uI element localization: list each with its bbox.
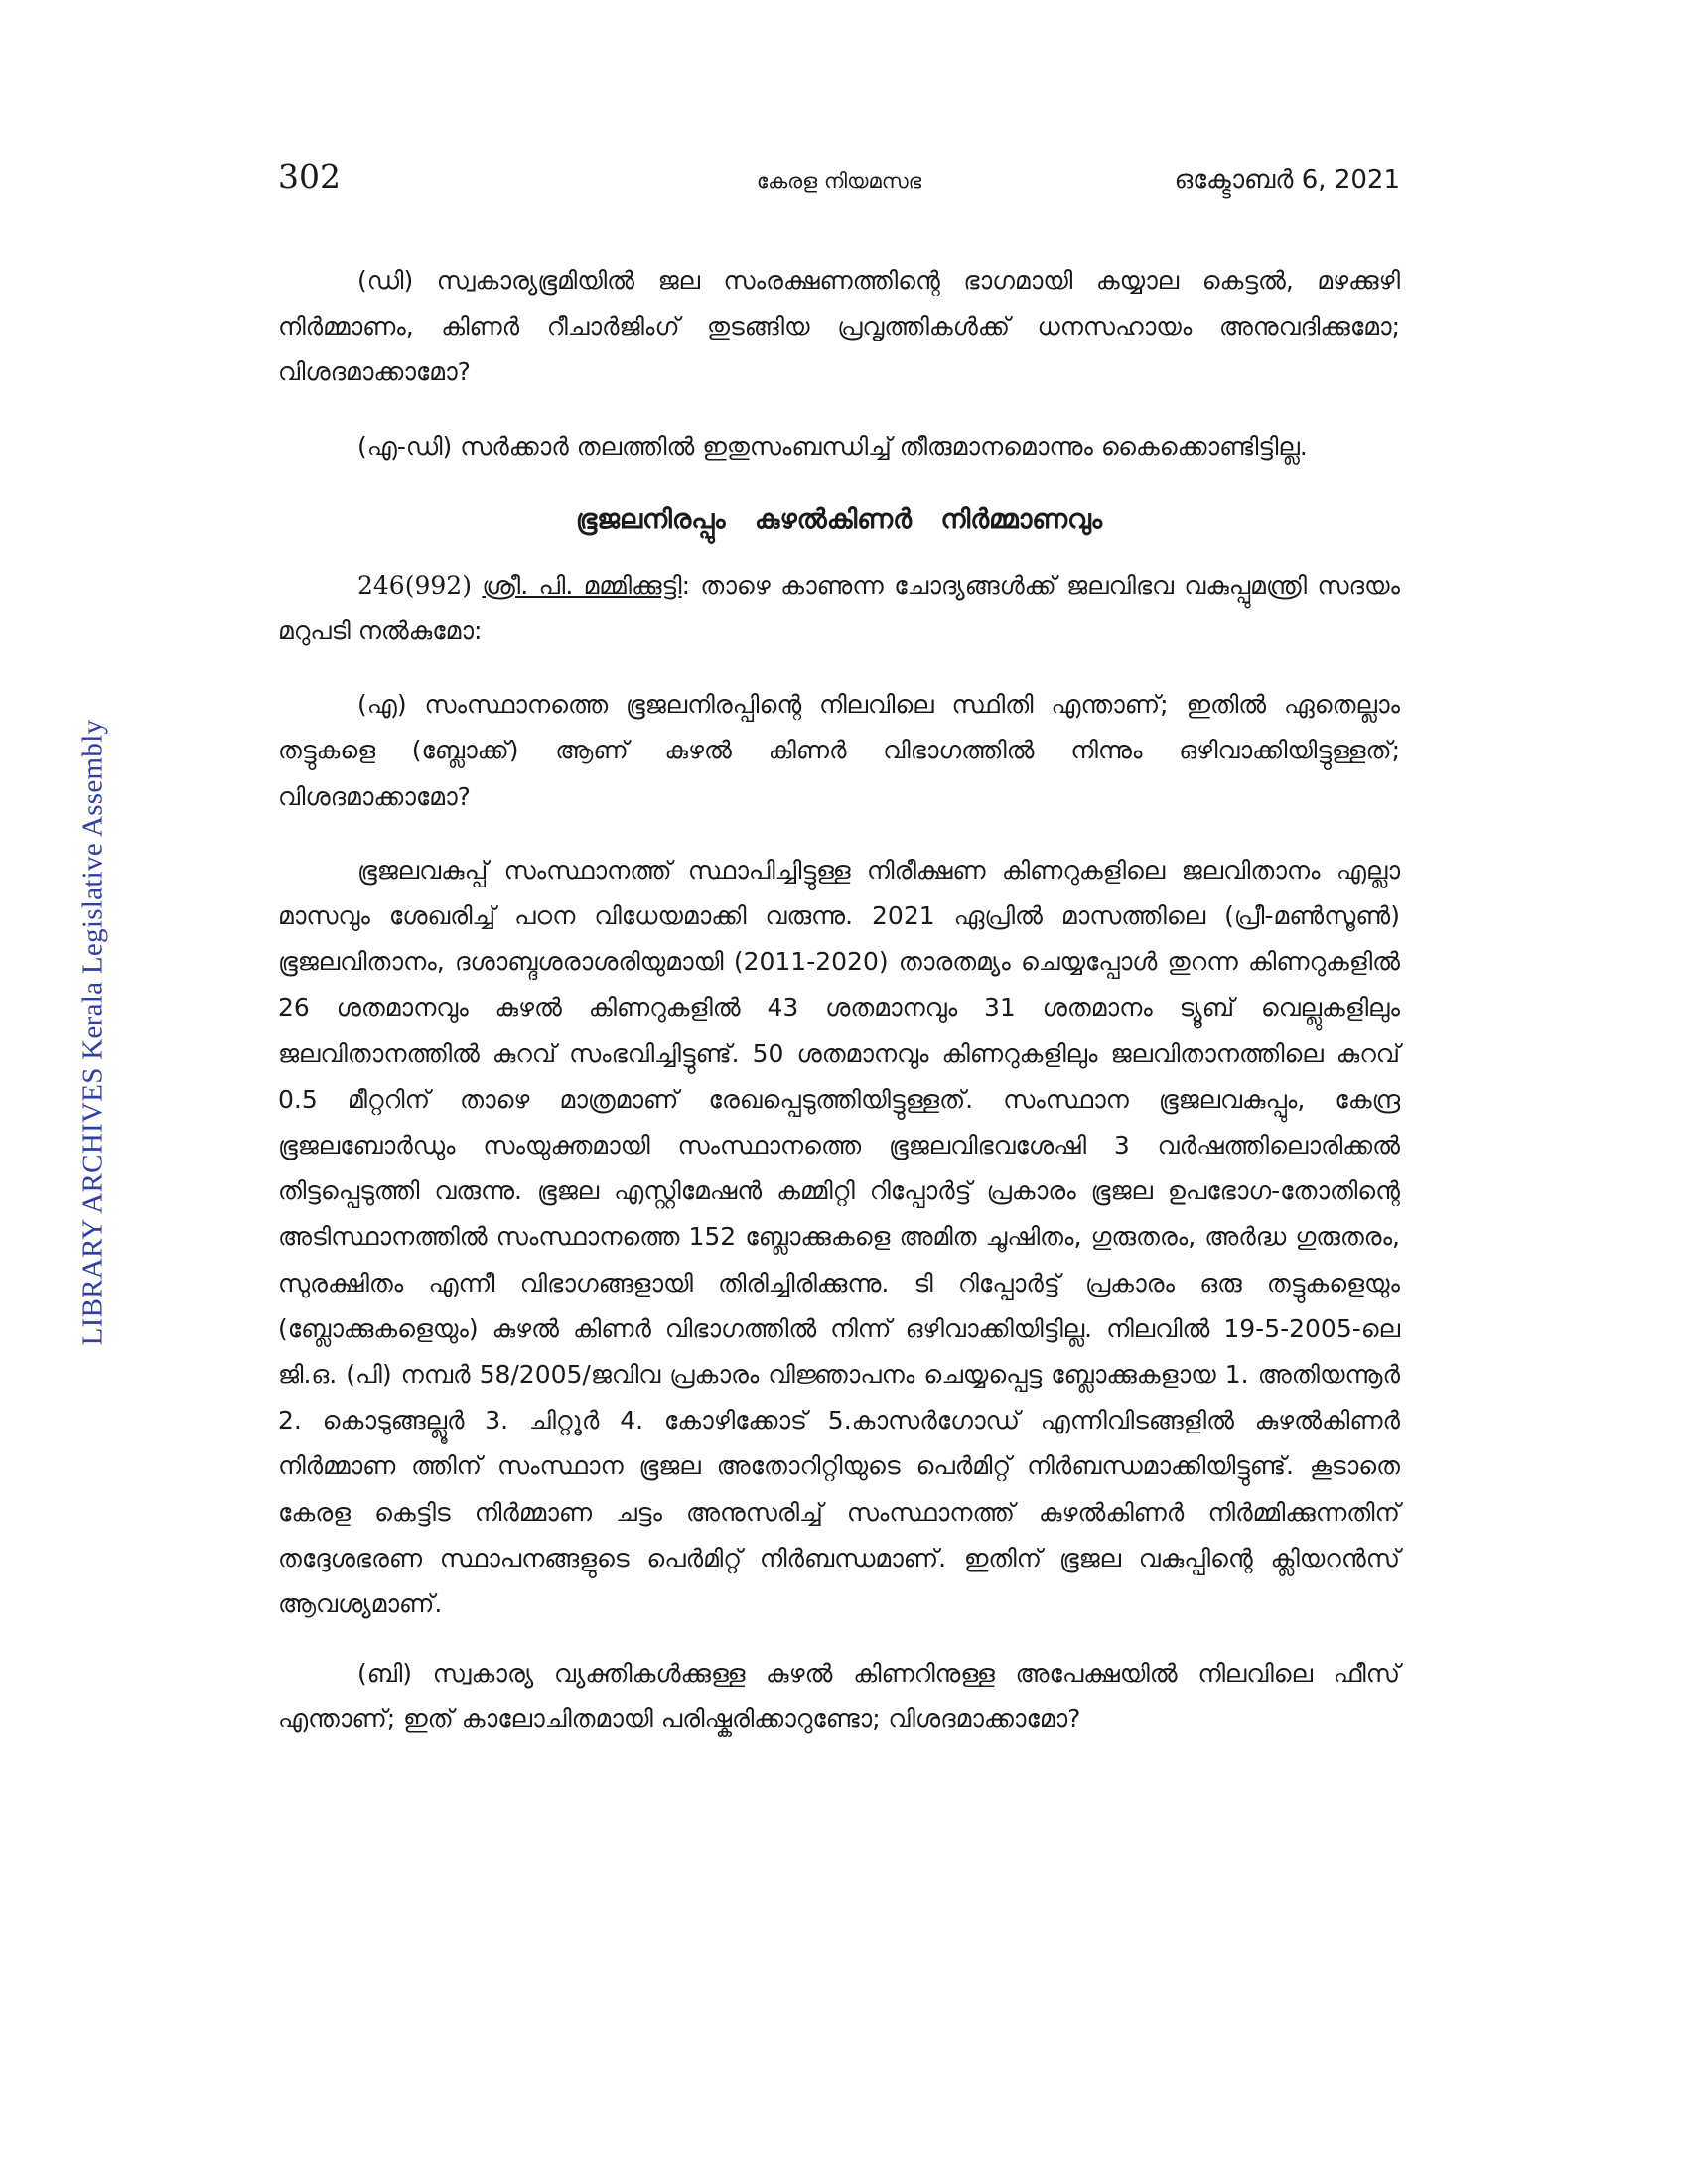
question-b: (ബി) സ്വകാര്യ വ്യക്തികൾക്കുള്ള കുഴൽ കിണറിനുള്ള അപേക്ഷയിൽ നിലവിലെ ഫീസ് എന്താണ്; ഇത് കാലോചിതമായി പരിഷ്കരിക്കാറുണ്ടോ; വിശദമാക്കാമോ? [278,1659,1400,1734]
archive-watermark: LIBRARY ARCHIVES Kerala Legislative Assembly [76,719,109,1346]
answer-a: ഭൂജലവകുപ്പ് സംസ്ഥാനത്ത് സ്ഥാപിച്ചിട്ടുള്ള നിരീക്ഷണ കിണറുകളിലെ ജലവിതാനം എല്ലാ മാസവും ശേഖരിച്ച് പഠന വിധേയമാക്കി വരുന്നു. 2021 ഏപ്രിൽ മാസത്തിലെ (പ്രീ-മൺസൂൺ) ഭൂജലവിതാനം, ദശാബ്ദശരാശരിയുമായി (2011-2020) താരതമ്യം ചെയ്യപ്പോൾ തുറന്ന കിണറുകളിൽ 26 ശതമാനവും കുഴൽ കിണറുകളിൽ 43 ശതമാനവും 31 ശതമാനം ട്യൂബ് വെല്ലുകളിലും ജലവിതാനത്തിൽ കുറവ് സംഭവിച്ചിട്ടുണ്ട്. 50 ശതമാനവും കിണറുകളിലും ജലവിതാനത്തിലെ കുറവ് 0.5 മീറ്ററിന് താഴെ മാത്രമാണ് രേഖപ്പെടുത്തിയിട്ടുള്ളത്. സംസ്ഥാന ഭൂജലവകുപ്പും, കേന്ദ്ര ഭൂജലബോർഡും സംയുക്തമായി സംസ്ഥാനത്തെ ഭൂജലവിഭവശേഷി 3 വർഷത്തിലൊരിക്കൽ തിട്ടപ്പെടുത്തി വരുന്നു. ഭൂജല എസ്റ്റിമേഷൻ കമ്മിറ്റി റിപ്പോർട്ട് പ്രകാരം ഭൂജല ഉപഭോഗ-തോതിന്റെ അടിസ്ഥാനത്തിൽ സംസ്ഥാനത്തെ 152 ബ്ലോക്കുകളെ അമിത ചൂഷിതം, ഗുരുതരം, അർദ്ധ ഗുരുതരം, സുരക്ഷിതം എന്നീ വിഭാഗങ്ങളായി തിരിച്ചിരിക്കുന്നു. ടി റിപ്പോർട്ട് പ്രകാരം ഒരു തട്ടുകളെയും (ബ്ലോക്കുകളെയും) കുഴൽ കിണർ വിഭാഗത്തിൽ നിന്ന് ഒഴിവാക്കിയിട്ടില്ല. നിലവിൽ 19-5-2005-ലെ ജി.ഒ. (പി) നമ്പർ 58/2005/ജവിവ പ്രകാരം വിജ്ഞാപനം ചെയ്യപ്പെട്ട ബ്ലോക്കുകളായ 1. അതിയന്നൂർ 2. കൊടുങ്ങല്ലൂർ 3. ചിറ്റൂർ 4. കോഴിക്കോട് 5.കാസർഗോഡ് എന്നിവിടങ്ങളിൽ കുഴൽകിണർ നിർമ്മാണ ത്തിന് സംസ്ഥാന ഭൂജല അതോറിറ്റിയുടെ പെർമിറ്റ് നിർബന്ധമാക്കിയിട്ടുണ്ട്. കൂടാതെ കേരള കെട്ടിട നിർമ്മാണ ചട്ടം അനുസരിച്ച് സംസ്ഥാനത്ത് കുഴൽകിണർ നിർമ്മിക്കുന്നതിന് തദ്ദേശഭരണ സ്ഥാപനങ്ങളുടെ പെർമിറ്റ് നിർബന്ധമാണ്. ഇതിന് ഭൂജല വകുപ്പിന്റെ ക്ലിയറൻസ് ആവശ്യമാണ്. [278,855,1400,1619]
header-date: ഒക്ടോബർ 6, 2021 [1174,165,1400,195]
question-intro-text: : താഴെ കാണുന്ന ചോദ്യങ്ങൾക്ക് ജലവിഭവ വകുപ്പുമന്ത്രി സദയം മറുപടി നൽകുമോ: [278,570,1400,646]
question-a: (എ) സംസ്ഥാനത്തെ ഭൂജലനിരപ്പിന്റെ നിലവിലെ സ്ഥിതി എന്താണ്; ഇതിൽ ഏതെല്ലാം തട്ടുകളെ (ബ്ലോക്ക്) ആണ് കുഴൽ കിണർ വിഭാഗത്തിൽ നിന്നും ഒഴിവാക്കിയിട്ടുള്ളത്; വിശദമാക്കാമോ? [278,690,1400,811]
question-number: 246(992) [357,570,472,600]
assembly-title: കേരള നിയമസഭ [756,169,922,193]
question-intro [278,563,1400,654]
page-header [278,157,1400,206]
member-name: ശ്രീ. പി. മമ്മിക്കുട്ടി [482,570,682,600]
question-d: (ഡി) സ്വകാര്യഭൂമിയിൽ ജല സംരക്ഷണത്തിന്റെ ഭാഗമായി കയ്യാല കെട്ടൽ, മഴക്കുഴി നിർമ്മാണം, കിണർ റീചാർജിംഗ് തുടങ്ങിയ പ്രവൃത്തികൾക്ക് ധനസഹായം അനുവദിക്കുമോ; വിശദമാക്കാമോ? [278,266,1400,387]
answer-a-d: (എ-ഡി) സർക്കാർ തലത്തിൽ ഇതുസംബന്ധിച്ച് തീരുമാനമൊന്നും കൈക്കൊണ്ടിട്ടില്ല. [357,431,1308,461]
document-body [278,258,1400,1771]
page-number: 302 [278,157,341,196]
section-heading: ഭൂജലനിരപ്പും കുഴൽകിണർ നിർമ്മാണവും [575,503,1103,535]
